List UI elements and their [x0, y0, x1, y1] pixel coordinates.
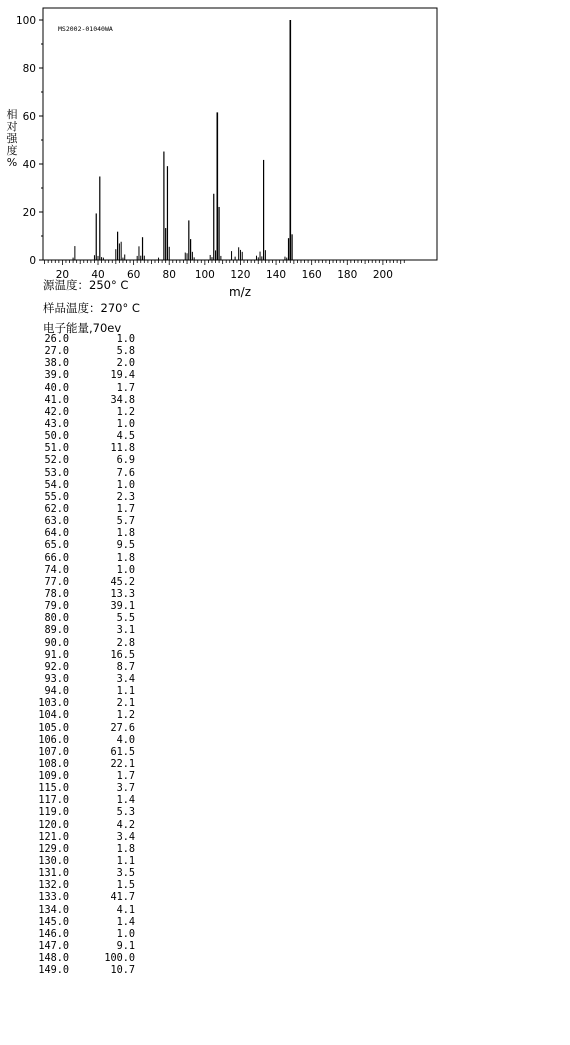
- abundance-value: 16.5: [110, 649, 135, 661]
- table-row: [30, 589, 135, 601]
- abundance-value: 1.7: [116, 382, 135, 394]
- table-row: [30, 953, 135, 965]
- y-tick-label: 40: [22, 159, 36, 171]
- mz-value: 107.0: [38, 746, 69, 758]
- mz-value: 117.0: [38, 795, 69, 807]
- table-row: [30, 650, 135, 662]
- mz-value: 90.0: [44, 637, 69, 649]
- y-tick-label: 20: [22, 207, 36, 219]
- table-row: [30, 638, 135, 650]
- mz-value: 41.0: [44, 394, 69, 406]
- table-row: [30, 892, 135, 904]
- abundance-value: 1.0: [116, 418, 135, 430]
- abundance-value: 34.8: [110, 394, 135, 406]
- abundance-value: 41.7: [110, 892, 135, 904]
- mz-value: 130.0: [38, 856, 69, 868]
- mz-value: 54.0: [44, 479, 69, 491]
- abundance-value: 3.7: [116, 783, 135, 795]
- table-row: [30, 431, 135, 443]
- abundance-value: 1.7: [116, 503, 135, 515]
- abundance-value: 45.2: [110, 576, 135, 588]
- mz-value: 93.0: [44, 673, 69, 685]
- table-row: [30, 929, 135, 941]
- mz-value: 78.0: [44, 588, 69, 600]
- mz-value: 55.0: [44, 491, 69, 503]
- table-row: [30, 407, 135, 419]
- mz-value: 26.0: [44, 334, 69, 345]
- mz-value: 119.0: [38, 807, 69, 819]
- abundance-value: 5.5: [116, 613, 135, 625]
- abundance-value: 1.0: [116, 564, 135, 576]
- mz-value: 91.0: [44, 649, 69, 661]
- y-axis: [16, 15, 43, 267]
- mz-value: 39.0: [44, 370, 69, 382]
- abundance-value: 13.3: [110, 588, 135, 600]
- mz-value: 43.0: [44, 418, 69, 430]
- mz-value: 120.0: [38, 819, 69, 831]
- abundance-value: 1.0: [116, 479, 135, 491]
- table-row: [30, 759, 135, 771]
- table-row: [30, 577, 135, 589]
- mz-value: 89.0: [44, 625, 69, 637]
- x-tick-label: 200: [372, 269, 393, 281]
- table-row: [30, 771, 135, 783]
- table-row: [30, 662, 135, 674]
- abundance-value: 9.1: [116, 941, 135, 953]
- table-row: [30, 710, 135, 722]
- mz-value: 148.0: [38, 953, 69, 965]
- mz-value: 40.0: [44, 382, 69, 394]
- mz-value: 105.0: [38, 722, 69, 734]
- plot-frame: [43, 8, 437, 260]
- abundance-value: 61.5: [110, 746, 135, 758]
- table-row: [30, 613, 135, 625]
- x-tick-label: 160: [301, 269, 322, 281]
- table-row: [30, 565, 135, 577]
- table-row: [30, 723, 135, 735]
- abundance-value: 5.7: [116, 516, 135, 528]
- abundance-value: 1.1: [116, 856, 135, 868]
- mz-value: 52.0: [44, 455, 69, 467]
- abundance-value: 5.8: [116, 346, 135, 358]
- table-row: [30, 686, 135, 698]
- abundance-value: 4.0: [116, 734, 135, 746]
- table-row: [30, 553, 135, 565]
- table-row: [30, 747, 135, 759]
- mz-value: 77.0: [44, 576, 69, 588]
- mz-value: 146.0: [38, 928, 69, 940]
- mz-value: 51.0: [44, 443, 69, 455]
- table-row: [30, 674, 135, 686]
- y-tick-label: 0: [29, 255, 36, 267]
- abundance-value: 5.3: [116, 807, 135, 819]
- mz-value: 115.0: [38, 783, 69, 795]
- table-row: [30, 370, 135, 382]
- abundance-value: 7.6: [116, 467, 135, 479]
- mz-value: 103.0: [38, 698, 69, 710]
- x-tick-label: 140: [266, 269, 287, 281]
- x-tick-label: 20: [55, 269, 70, 281]
- abundance-value: 2.8: [116, 637, 135, 649]
- abundance-value: 1.1: [116, 686, 135, 698]
- mz-value: 109.0: [38, 771, 69, 783]
- x-tick-label: 80: [162, 269, 176, 281]
- abundance-value: 1.5: [116, 880, 135, 892]
- mz-value: 132.0: [38, 880, 69, 892]
- table-row: [30, 528, 135, 540]
- table-row: [30, 383, 135, 395]
- peak-bars: [73, 20, 292, 260]
- mz-value: 65.0: [44, 540, 69, 552]
- table-row: [30, 492, 135, 504]
- table-row: [30, 735, 135, 747]
- y-axis-label: 相对强度%: [6, 108, 18, 169]
- spectrum-code: MS2002-01040WA: [58, 25, 113, 33]
- abundance-value: 1.2: [116, 710, 135, 722]
- abundance-value: 10.7: [110, 965, 135, 977]
- abundance-value: 4.2: [116, 819, 135, 831]
- table-row: [30, 844, 135, 856]
- mz-value: 131.0: [38, 868, 69, 880]
- table-row: [30, 601, 135, 613]
- mz-value: 63.0: [44, 516, 69, 528]
- electron-energy: 电子能量,70ev: [43, 321, 122, 335]
- mz-value: 92.0: [44, 661, 69, 673]
- abundance-value: 1.0: [116, 928, 135, 940]
- source-temperature: 源温度：250° C: [43, 278, 129, 292]
- table-row: [30, 540, 135, 552]
- mz-value: 121.0: [38, 831, 69, 843]
- abundance-value: 2.1: [116, 698, 135, 710]
- table-row: [30, 965, 135, 977]
- mz-value: 94.0: [44, 686, 69, 698]
- table-row: [30, 795, 135, 807]
- table-row: [30, 880, 135, 892]
- abundance-value: 4.5: [116, 431, 135, 443]
- table-row: [30, 395, 135, 407]
- x-tick-label: 180: [337, 269, 358, 281]
- x-tick-label: 60: [126, 269, 141, 281]
- abundance-value: 1.4: [116, 916, 135, 928]
- mz-value: 108.0: [38, 758, 69, 770]
- table-row: [30, 905, 135, 917]
- table-row: [30, 832, 135, 844]
- abundance-value: 27.6: [110, 722, 135, 734]
- mz-value: 104.0: [38, 710, 69, 722]
- abundance-value: 2.3: [116, 491, 135, 503]
- mz-value: 62.0: [44, 503, 69, 515]
- x-tick-label: 120: [230, 269, 251, 281]
- abundance-value: 1.2: [116, 406, 135, 418]
- table-row: [30, 917, 135, 929]
- mz-value: 133.0: [38, 892, 69, 904]
- abundance-value: 2.0: [116, 358, 135, 370]
- abundance-value: 11.8: [110, 443, 135, 455]
- abundance-value: 1.8: [116, 552, 135, 564]
- abundance-value: 4.1: [116, 904, 135, 916]
- mz-value: 53.0: [44, 467, 69, 479]
- mz-value: 50.0: [44, 431, 69, 443]
- abundance-value: 22.1: [110, 758, 135, 770]
- mz-value: 27.0: [44, 346, 69, 358]
- abundance-value: 9.5: [116, 540, 135, 552]
- table-row: [30, 468, 135, 480]
- abundance-value: 1.0: [116, 334, 135, 345]
- mz-value: 145.0: [38, 916, 69, 928]
- mz-value: 66.0: [44, 552, 69, 564]
- mz-value: 106.0: [38, 734, 69, 746]
- mz-value: 149.0: [38, 965, 69, 977]
- table-row: [30, 856, 135, 868]
- y-tick-label: 80: [22, 63, 36, 75]
- mz-value: 42.0: [44, 406, 69, 418]
- abundance-value: 1.4: [116, 795, 135, 807]
- table-row: [30, 941, 135, 953]
- abundance-value: 8.7: [116, 661, 135, 673]
- abundance-value: 1.8: [116, 528, 135, 540]
- mz-value: 129.0: [38, 843, 69, 855]
- x-tick-label: 40: [91, 269, 105, 281]
- table-row: [30, 516, 135, 528]
- abundance-value: 3.4: [116, 673, 135, 685]
- sample-temperature: 样品温度：270° C: [43, 301, 140, 315]
- x-tick-label: 100: [194, 269, 215, 281]
- table-row: [30, 625, 135, 637]
- table-row: [30, 807, 135, 819]
- table-row: [30, 868, 135, 880]
- abundance-value: 3.1: [116, 625, 135, 637]
- table-row: [30, 455, 135, 467]
- x-axis-label: m/z: [228, 285, 252, 299]
- mz-value: 64.0: [44, 528, 69, 540]
- abundance-value: 39.1: [110, 601, 135, 613]
- table-row: [30, 783, 135, 795]
- abundance-value: 1.8: [116, 843, 135, 855]
- mz-value: 147.0: [38, 941, 69, 953]
- mass-spectrum-chart: [0, 0, 570, 305]
- abundance-value: 3.4: [116, 831, 135, 843]
- mz-value: 74.0: [44, 564, 69, 576]
- abundance-value: 100.0: [104, 953, 135, 965]
- table-row: [30, 443, 135, 455]
- mz-value: 80.0: [44, 613, 69, 625]
- abundance-value: 19.4: [110, 370, 135, 382]
- table-row: [30, 480, 135, 492]
- abundance-value: 6.9: [116, 455, 135, 467]
- table-row: [30, 346, 135, 358]
- table-row: [30, 504, 135, 516]
- y-tick-label: 100: [15, 15, 36, 27]
- table-row: [30, 820, 135, 832]
- mz-value: 79.0: [44, 601, 69, 613]
- mz-value: 134.0: [38, 904, 69, 916]
- abundance-value: 1.7: [116, 771, 135, 783]
- peak-table: [30, 334, 135, 977]
- mz-value: 38.0: [44, 358, 69, 370]
- table-row: [30, 419, 135, 431]
- table-row: [30, 698, 135, 710]
- table-row: [30, 334, 135, 346]
- abundance-value: 3.5: [116, 868, 135, 880]
- y-tick-label: 60: [22, 111, 36, 123]
- table-row: [30, 358, 135, 370]
